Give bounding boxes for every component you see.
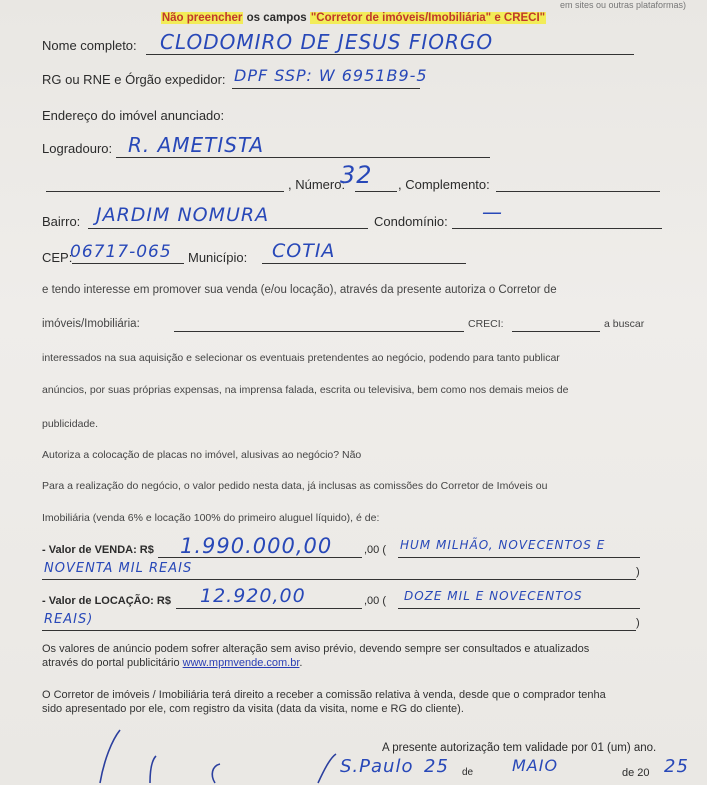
- corretor-line: [174, 331, 464, 332]
- body-p2b: CRECI:: [468, 318, 504, 330]
- cep-label: CEP:: [42, 250, 73, 265]
- body-p1: e tendo interesse em promover sua venda (e/ou locação), através da presente autoriza o Corretor de: [42, 284, 557, 296]
- venda-label: - Valor de VENDA: R$: [42, 544, 154, 556]
- venda-extenso-1[interactable]: HUM MILHÃO, NOVECENTOS E: [400, 538, 606, 552]
- date-year-prefix: de 20: [622, 767, 650, 779]
- validade-text: A presente autorização tem validade por 01 (um) ano.: [382, 742, 657, 754]
- date-day[interactable]: 25: [424, 756, 449, 777]
- municipio-value[interactable]: COTIA: [272, 240, 336, 262]
- body-p5: publicidade.: [42, 418, 99, 430]
- venda-value[interactable]: 1.990.000,00: [180, 534, 333, 558]
- nome-value[interactable]: CLODOMIRO DE JESUS FIORGO: [160, 30, 494, 54]
- endereco-extra-line: [46, 191, 284, 192]
- venda-extenso-line-2: [42, 579, 636, 580]
- locacao-extenso-line-1: [398, 608, 640, 609]
- body-p7: Imobiliária (venda 6% e locação 100% do primeiro aluguel líquido), é de:: [42, 512, 380, 524]
- venda-extenso-2[interactable]: NOVENTA MIL REAIS: [44, 561, 193, 576]
- locacao-extenso-line-2: [42, 630, 636, 631]
- note-comissao-line1: O Corretor de imóveis / Imobiliária terá direito a receber a comissão relativa à venda, desde que o comprador tenha: [42, 689, 606, 701]
- venda-extenso-line-1: [398, 557, 640, 558]
- bairro-line: [88, 228, 368, 229]
- rg-line: [232, 88, 420, 89]
- locacao-close: ): [636, 617, 640, 629]
- note-valores-line2: [42, 656, 682, 670]
- body-p2c: a buscar: [604, 318, 645, 330]
- date-place[interactable]: S.Paulo: [340, 756, 414, 777]
- numero-label: , Número:: [288, 177, 346, 192]
- complemento-label: , Complemento:: [398, 177, 490, 192]
- note-valores: [42, 642, 682, 670]
- creci-line: [512, 331, 600, 332]
- locacao-label: - Valor de LOCAÇÃO: R$: [42, 595, 171, 607]
- fill-notice: [0, 12, 707, 24]
- venda-close: ): [636, 566, 640, 578]
- date-month[interactable]: MAIO: [512, 756, 559, 775]
- note-comissao-line2: sido apresentado por ele, com registro da visita (data da visita, nome e RG do cliente).: [42, 703, 464, 715]
- body-p3: interessados na sua aquisição e selecionar os eventuais pretendentes ao negócio, podendo para tanto publicar: [42, 352, 560, 364]
- body-p4: anúncios, por suas próprias expensas, na imprensa falada, escrita ou televisiva, bem como nos demais meios de: [42, 384, 569, 396]
- condominio-label: Condomínio:: [374, 214, 448, 229]
- notice-fields: "Corretor de imóveis/Imobiliária" e CRECI": [310, 12, 546, 24]
- locacao-extenso-1[interactable]: DOZE MIL E NOVECENTOS: [404, 589, 583, 603]
- logradouro-label: Logradouro:: [42, 141, 113, 156]
- complemento-line: [496, 191, 660, 192]
- date-year[interactable]: 25: [664, 756, 689, 777]
- locacao-value[interactable]: 12.920,00: [200, 585, 306, 607]
- rg-label: RG ou RNE e Órgão expedidor:: [42, 72, 226, 87]
- condominio-value[interactable]: —: [482, 200, 503, 224]
- venda-cents: ,00 (: [364, 544, 387, 556]
- logradouro-value[interactable]: R. AMETISTA: [128, 133, 265, 157]
- note-valores-lead: através do portal publicitário: [42, 657, 183, 669]
- municipio-line: [262, 263, 466, 264]
- endereco-label: Endereço do imóvel anunciado:: [42, 108, 225, 123]
- rg-value[interactable]: DPF SSP: W 6951B9-5: [234, 66, 428, 85]
- note-comissao: [42, 688, 682, 716]
- placas-question: Autoriza a colocação de placas no imóvel, alusivas ao negócio? Não: [42, 449, 362, 461]
- nome-label: Nome completo:: [42, 38, 137, 53]
- notice-mid: os campos: [243, 12, 310, 24]
- top-cut-text: em sites ou outras plataformas): [560, 0, 687, 10]
- bairro-value[interactable]: JARDIM NOMURA: [96, 204, 270, 226]
- note-valores-end: .: [299, 657, 303, 669]
- numero-line: [355, 191, 397, 192]
- bairro-label: Bairro:: [42, 214, 81, 229]
- body-p6: Para a realização do negócio, o valor pedido nesta data, já inclusas as comissões do Corretor de Imóveis ou: [42, 480, 548, 492]
- cep-line: [72, 263, 184, 264]
- date-de-1: de: [462, 767, 474, 778]
- cep-value[interactable]: 06717-065: [70, 242, 172, 262]
- body-p2a: imóveis/Imobiliária:: [42, 318, 140, 330]
- condominio-line: [452, 228, 662, 229]
- municipio-label: Município:: [188, 250, 248, 265]
- logradouro-line: [116, 157, 490, 158]
- notice-lead: Não preencher: [161, 12, 243, 24]
- note-valores-line1: Os valores de anúncio podem sofrer alteração sem aviso prévio, devendo sempre ser consultados e atualizados: [42, 643, 590, 655]
- portal-link[interactable]: www.mpmvende.com.br: [182, 657, 300, 669]
- nome-line: [146, 54, 634, 55]
- locacao-line: [176, 608, 362, 609]
- locacao-extenso-2[interactable]: REAIS): [44, 612, 94, 627]
- locacao-cents: ,00 (: [364, 595, 387, 607]
- numero-value[interactable]: 32: [340, 161, 373, 189]
